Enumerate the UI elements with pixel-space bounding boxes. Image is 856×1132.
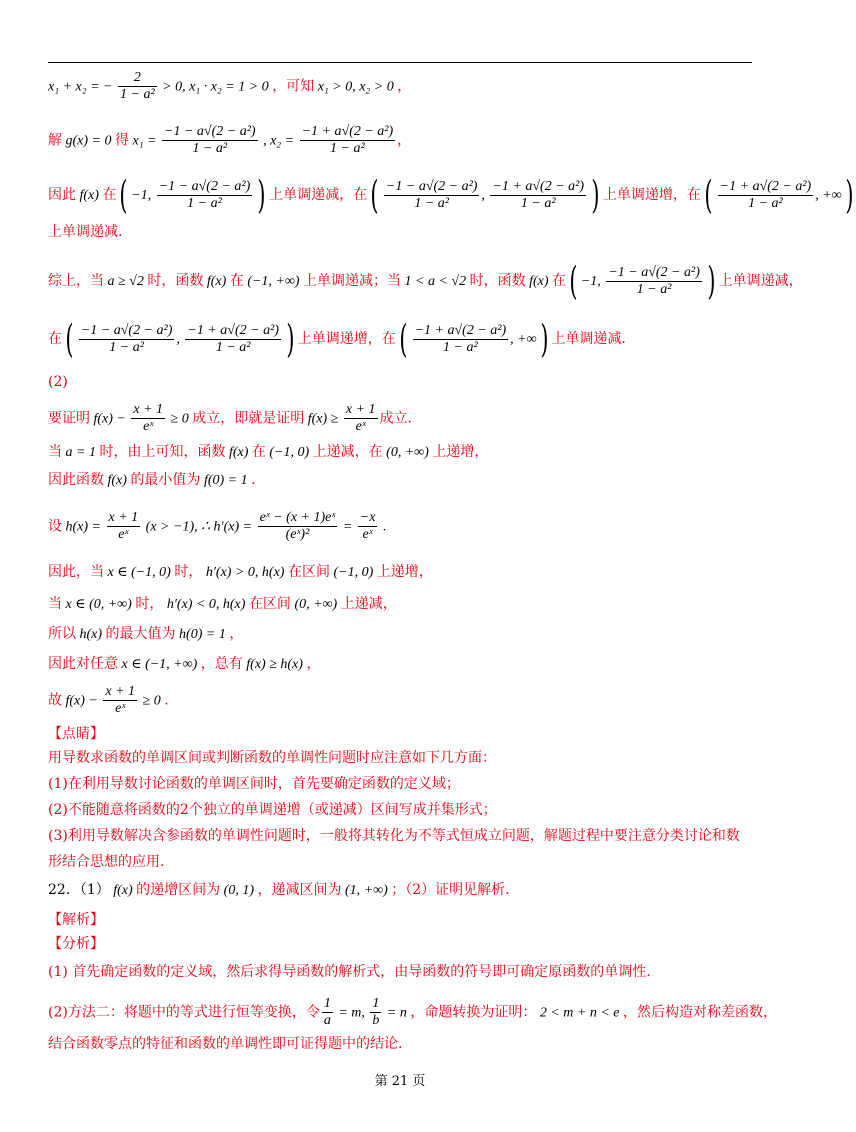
fraction-denominator: 1 − a² <box>330 141 365 156</box>
math-expression: f(x) <box>104 473 131 488</box>
fraction <box>370 996 381 1029</box>
fraction-numerator: −1 − a√(2 − a²) <box>80 322 173 338</box>
math-expression: > 0, x₁ · x₂ = 1 > 0 <box>158 79 273 95</box>
bracket: ( <box>399 317 408 361</box>
fraction-denominator: eˣ <box>362 527 373 542</box>
fraction <box>718 179 814 212</box>
math-expression: f(x) <box>225 445 252 460</box>
fraction-numerator: −1 + a√(2 − a²) <box>719 178 812 194</box>
bracket: ) <box>286 317 295 361</box>
line <box>48 470 758 491</box>
text-run: 当 <box>48 596 62 612</box>
text-run: 在 <box>48 331 62 347</box>
math-expression: 1 < a < √2 <box>401 274 470 289</box>
text-run: 当 <box>48 444 62 460</box>
text-run: ，然后构造对称差函数， <box>623 1004 778 1021</box>
fraction-numerator: x + 1 <box>108 510 139 525</box>
math-expression: −1, <box>131 188 155 203</box>
fraction-numerator: 1 <box>372 996 380 1011</box>
text-run: 上单调递减. <box>48 224 123 240</box>
text-run: ，递减区间为 <box>257 882 342 898</box>
interval <box>396 317 552 361</box>
text-run: 结合函数零点的特征和函数的单调性即可证得题中的结论. <box>48 1036 403 1052</box>
line <box>48 934 758 954</box>
math-expression: , <box>481 188 489 203</box>
text-run: (3)利用导数解决含参函数的单调性问题时，一般将其转化为不等式恒成立问题，解题过程中要注意分类讨论和数 <box>48 828 740 844</box>
line <box>48 880 758 901</box>
text-run: 上单调递减；当 <box>303 273 402 289</box>
fraction-denominator: b <box>372 1013 380 1028</box>
fraction-denominator: 1 − a² <box>192 141 228 156</box>
line <box>48 259 803 303</box>
math-expression: . <box>379 519 387 535</box>
line <box>48 402 758 435</box>
fraction-numerator: −x <box>359 510 376 525</box>
text-run: (2)不能随意将函数的2个独立的单调递增（或递减）区间写成并集形式； <box>48 802 497 818</box>
text-run: 【点睛】 <box>48 726 104 742</box>
fraction-numerator: −1 − a√(2 − a²) <box>608 264 700 280</box>
fraction-numerator: x + 1 <box>133 402 164 417</box>
text-run: . <box>164 692 169 709</box>
line <box>48 222 758 242</box>
text-run: 上单调递减. <box>551 331 626 347</box>
math-expression: = m, <box>334 1005 369 1021</box>
fraction-denominator: eˣ <box>118 527 129 542</box>
line <box>48 654 758 675</box>
interval <box>701 173 856 217</box>
math-expression: x₁ + x₂ = − <box>48 79 117 95</box>
fraction-numerator: 1 <box>323 996 331 1011</box>
fraction-denominator: 1 − a² <box>414 195 450 211</box>
math-expression: f(0) = 1 <box>200 473 252 488</box>
text-run: 【解析】 <box>48 912 104 928</box>
text-run: 在区间 <box>287 564 330 580</box>
math-expression: x ∈ (0, +∞) <box>62 597 136 612</box>
text-run: 的最大值为 <box>105 626 176 642</box>
line <box>48 624 758 645</box>
fraction <box>258 510 338 543</box>
math-expression: (0, 1) <box>220 883 258 898</box>
line <box>48 562 758 583</box>
line <box>48 800 758 820</box>
math-expression: h′(x) < 0, h(x) <box>163 597 249 612</box>
line <box>48 852 758 872</box>
fraction-numerator: eˣ − (x + 1)eˣ <box>259 510 336 525</box>
text-run: ，命题转换为证明： <box>410 1004 537 1021</box>
text-run: ， <box>229 626 244 642</box>
interval <box>566 259 719 303</box>
text-run: 在 <box>229 273 244 289</box>
bracket: ) <box>257 173 266 217</box>
text-run: 因此对任意 <box>48 656 118 672</box>
bracket: ) <box>707 259 716 303</box>
math-expression: f(x) ≥ <box>304 411 342 427</box>
line <box>48 996 778 1029</box>
text-run: 因此 <box>48 187 76 203</box>
text-run: ，总有 <box>200 656 243 672</box>
fraction-numerator: x + 1 <box>345 402 376 417</box>
fraction <box>358 510 378 543</box>
line <box>48 442 758 463</box>
fraction-denominator: eˣ <box>355 419 366 434</box>
text-run: 综上，当 <box>48 273 104 289</box>
fraction-numerator: 2 <box>118 70 157 87</box>
math-expression: f(x) <box>76 188 103 203</box>
text-run: ， <box>397 78 412 95</box>
text-run: 上递增， <box>376 564 433 580</box>
math-expression: (−1, +∞) <box>243 274 304 289</box>
fraction-denominator: a <box>323 1013 331 1028</box>
math-expression: −1, <box>580 274 605 289</box>
bracket: ( <box>370 173 379 217</box>
math-expression: a ≥ √2 <box>104 274 148 289</box>
text-run: 22．（1） <box>48 882 110 898</box>
text-run: 在区间 <box>248 596 291 612</box>
math-expression: x ∈ (−1, +∞) <box>118 657 201 672</box>
math-expression: (−1, 0) <box>329 565 377 580</box>
math-expression: , +∞ <box>510 332 537 347</box>
math-expression: ≥ 0 <box>139 693 165 709</box>
bracket: ) <box>844 173 854 217</box>
text-run: 得 <box>115 132 129 149</box>
text-run: 解 <box>48 132 62 149</box>
text-run: 所以 <box>48 626 76 642</box>
text-run: 上单调递增，在 <box>602 187 701 203</box>
fraction-denominator: (eˣ)² <box>285 527 310 542</box>
line <box>48 684 758 717</box>
fraction <box>384 179 480 212</box>
line <box>48 510 758 543</box>
math-expression: f(x) ≥ h(x) <box>242 657 307 672</box>
math-expression: f(x) <box>109 883 137 898</box>
text-run: 形结合思想的应用. <box>48 854 165 870</box>
text-run: 设 <box>48 518 62 535</box>
fraction-denominator: 1 − a² <box>109 339 144 355</box>
text-run: 上递减，在 <box>312 444 383 460</box>
fraction <box>157 179 253 212</box>
text-run: (1) 首先确定函数的定义域，然后求得导函数的解析式，由导函数的符号即可确定原函数的单调性. <box>48 964 651 980</box>
text-run: ， <box>306 656 321 672</box>
text-run: (2) <box>48 374 68 390</box>
bracket: ( <box>569 259 578 303</box>
text-run: 时，由上可知，函数 <box>99 444 226 460</box>
fraction-numerator: −1 + a√(2 − a²) <box>492 178 585 194</box>
bracket: ( <box>119 173 128 217</box>
math-expression: a = 1 <box>62 445 100 460</box>
line <box>48 1034 758 1054</box>
text-run: 因此函数 <box>48 472 104 488</box>
header-rule <box>48 62 752 63</box>
math-expression: (0, +∞) <box>382 445 433 460</box>
math-expression: f(x) <box>525 274 553 289</box>
bracket: ( <box>65 317 74 361</box>
fraction <box>300 124 396 157</box>
fraction-denominator: eˣ <box>143 419 154 434</box>
fraction-denominator: 1 − a² <box>120 87 155 102</box>
line <box>48 724 758 744</box>
math-expression: f(x) <box>203 274 230 289</box>
text-run: 上递减， <box>340 596 397 612</box>
fraction <box>107 510 141 543</box>
text-run: 上单调递减， <box>718 273 803 289</box>
line <box>48 70 758 103</box>
fraction <box>606 265 702 298</box>
fraction <box>344 402 378 435</box>
math-expression: , <box>176 332 184 347</box>
text-run: (2)方法二：将题中的等式进行恒等变换，令 <box>48 1004 320 1021</box>
fraction-denominator: 1 − a² <box>215 339 251 355</box>
fraction-numerator: −1 − a√(2 − a²) <box>385 178 478 194</box>
fraction <box>490 179 586 212</box>
math-expression: (x > −1), ∴ h′(x) = <box>142 519 256 535</box>
fraction <box>413 323 509 356</box>
text-run: 的最小值为 <box>130 472 201 488</box>
bracket: ) <box>539 317 549 361</box>
fraction-numerator: x + 1 <box>105 684 136 699</box>
math-expression: (−1, 0) <box>265 445 313 460</box>
text-run: (1)在利用导数讨论函数的单调区间时，首先要确定函数的定义域； <box>48 776 460 792</box>
line <box>48 317 758 361</box>
fraction <box>79 323 175 356</box>
text-run: ，可知 <box>272 78 315 95</box>
math-expression: g(x) = 0 <box>62 133 115 149</box>
text-run: 【分析】 <box>48 936 104 952</box>
text-run: 成立，即就是证明 <box>192 410 305 427</box>
math-expression: h′(x) > 0, h(x) <box>202 565 288 580</box>
bracket: ( <box>704 173 713 217</box>
fraction-denominator: 1 − a² <box>187 195 222 211</box>
text-run: 成立. <box>379 410 412 427</box>
line <box>48 910 758 930</box>
math-expression: , x₂ = <box>259 133 298 149</box>
fraction-denominator: 1 − a² <box>748 195 783 211</box>
fraction <box>185 323 281 356</box>
math-expression: ≥ 0 <box>167 411 193 427</box>
text-run: 在 <box>552 273 567 289</box>
fraction <box>162 124 258 157</box>
math-expression: f(x) − <box>90 411 130 427</box>
line <box>48 372 758 392</box>
text-run: 时， <box>174 564 203 580</box>
text-run: 时，函数 <box>147 273 204 289</box>
text-run: 上递增， <box>432 444 489 460</box>
math-expression: = n <box>383 1005 411 1021</box>
bracket: ) <box>591 173 600 217</box>
math-expression: h(x) <box>76 627 106 642</box>
fraction <box>118 70 157 103</box>
text-run: 用导数求函数的单调区间或判断函数的单调性问题时应注意如下几方面： <box>48 750 496 766</box>
text-run: 要证明 <box>48 410 90 427</box>
line <box>48 774 758 794</box>
line <box>48 173 854 217</box>
line <box>48 124 758 157</box>
fraction <box>131 402 165 435</box>
line <box>48 748 758 768</box>
fraction-numerator: −1 − a√(2 − a²) <box>164 124 256 139</box>
text-run: 上单调递增，在 <box>297 331 396 347</box>
math-expression: x ∈ (−1, 0) <box>104 565 175 580</box>
text-run: 因此，当 <box>48 564 104 580</box>
text-run: 时，函数 <box>469 273 526 289</box>
fraction-denominator: 1 − a² <box>636 281 672 297</box>
fraction-numerator: −1 + a√(2 − a²) <box>187 322 279 338</box>
fraction <box>103 684 137 717</box>
math-expression: h(x) = <box>62 519 105 535</box>
fraction-numerator: −1 + a√(2 − a²) <box>301 124 394 139</box>
fraction-numerator: −1 + a√(2 − a²) <box>414 322 507 338</box>
fraction <box>322 996 333 1029</box>
text-run: . <box>251 472 256 488</box>
fraction-denominator: 1 − a² <box>520 195 556 211</box>
text-run: ， <box>397 132 412 149</box>
math-expression: h(0) = 1 <box>175 627 230 642</box>
fraction-numerator: −1 − a√(2 − a²) <box>158 178 251 194</box>
text-run: ；（2）证明见解析. <box>391 882 510 898</box>
text-run: 上单调递减，在 <box>269 187 368 203</box>
line <box>48 826 758 846</box>
text-run: 故 <box>48 692 62 709</box>
interval <box>62 317 298 361</box>
fraction-denominator: eˣ <box>115 701 126 716</box>
text-run: 的递增区间为 <box>136 882 221 898</box>
math-expression: 2 < m + n < e <box>536 1005 624 1021</box>
math-expression: = <box>339 519 356 535</box>
text-run: 在 <box>102 187 117 203</box>
math-expression: (1, +∞) <box>341 883 392 898</box>
math-expression: x₁ > 0, x₂ > 0 <box>314 79 398 95</box>
line <box>48 962 758 982</box>
text-run: 在 <box>251 444 266 460</box>
text-run: 时， <box>135 596 164 612</box>
line <box>48 594 758 615</box>
page-number: 第 21 页 <box>374 1074 426 1089</box>
math-expression: (0, +∞) <box>290 597 341 612</box>
math-expression: f(x) − <box>62 693 102 709</box>
fraction-denominator: 1 − a² <box>443 339 478 355</box>
interval <box>367 173 603 217</box>
math-expression: x₁ = <box>129 133 161 149</box>
math-expression: , +∞ <box>815 188 842 203</box>
interval <box>116 173 269 217</box>
